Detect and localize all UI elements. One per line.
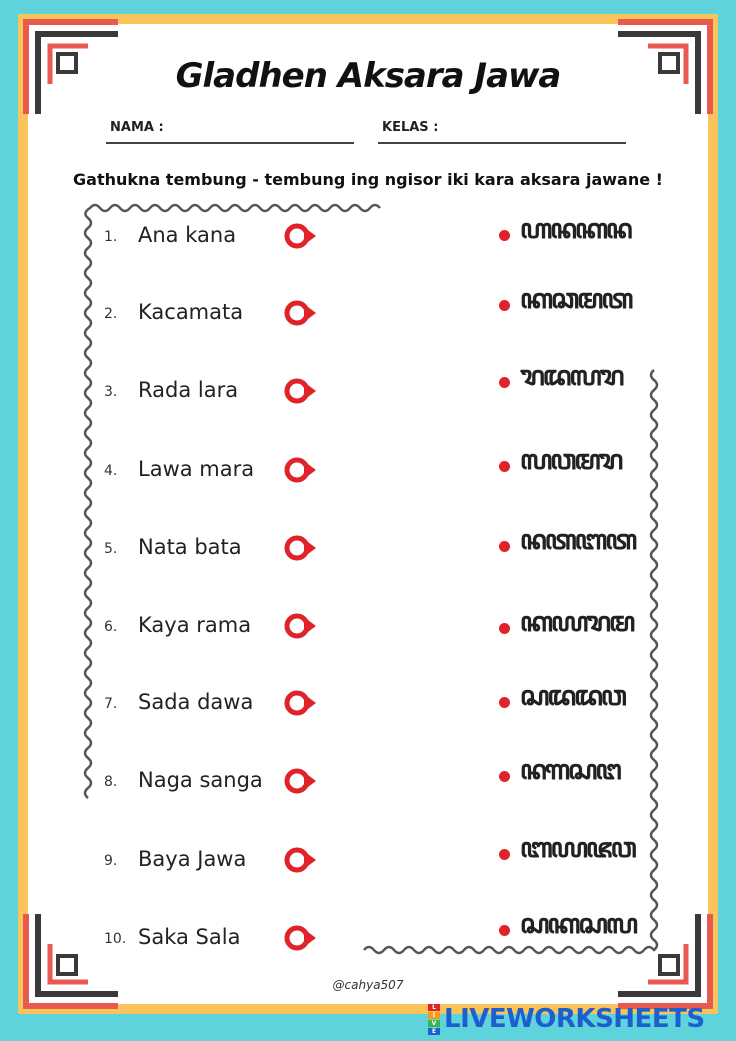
javanese-script: ꦫꦢꦭꦫ — [520, 361, 623, 392]
javanese-script: ꦤꦒꦱꦔ — [520, 755, 620, 786]
red-circle-arrow-icon[interactable] — [282, 763, 318, 799]
logo-letter: E — [428, 1028, 440, 1035]
worksheet-title: Gladhen Aksara Jawa — [175, 56, 561, 96]
item-number: 8. — [104, 774, 118, 790]
item-number: 1. — [104, 229, 118, 245]
red-dot-icon[interactable] — [499, 230, 510, 241]
red-dot-icon[interactable] — [499, 925, 510, 936]
class-field[interactable] — [378, 142, 626, 144]
javanese-script: ꦏꦕꦩꦠ — [520, 284, 632, 315]
red-dot-icon[interactable] — [499, 849, 510, 860]
javanese-script: ꦲꦤꦏꦤ — [520, 214, 631, 245]
red-circle-arrow-icon[interactable] — [282, 842, 318, 878]
item-number: 4. — [104, 463, 118, 479]
javanese-script: ꦤꦠꦧꦠ — [520, 525, 636, 556]
red-dot-icon[interactable] — [499, 541, 510, 552]
item-number: 9. — [104, 853, 118, 869]
red-circle-arrow-icon[interactable] — [282, 218, 318, 254]
liveworksheets-icon — [428, 1004, 440, 1035]
javanese-script: ꦱꦏꦱꦭ — [520, 909, 636, 940]
liveworksheets-logo[interactable] — [428, 1003, 726, 1035]
red-circle-arrow-icon[interactable] — [282, 295, 318, 331]
red-circle-arrow-icon[interactable] — [282, 373, 318, 409]
corner-ornament-bottom-left — [18, 904, 128, 1014]
item-word: Naga sanga — [138, 768, 263, 792]
red-circle-arrow-icon[interactable] — [282, 452, 318, 488]
item-number: 7. — [104, 696, 118, 712]
item-number: 5. — [104, 541, 118, 557]
item-word: Baya Jawa — [138, 847, 247, 871]
item-word: Saka Sala — [138, 925, 241, 949]
item-word: Sada dawa — [138, 690, 254, 714]
item-word: Ana kana — [138, 223, 237, 247]
javanese-script: ꦏꦪꦫꦩ — [520, 607, 634, 638]
red-circle-arrow-icon[interactable] — [282, 530, 318, 566]
javanese-script: ꦭꦮꦩꦫ — [520, 445, 622, 476]
item-word: Kaya rama — [138, 613, 252, 637]
red-dot-icon[interactable] — [499, 623, 510, 634]
item-word: Rada lara — [138, 378, 239, 402]
logo-letter: L — [428, 1004, 440, 1011]
credit-text: @cahya507 — [332, 978, 404, 992]
item-word: Nata bata — [138, 535, 242, 559]
logo-letter: V — [428, 1020, 440, 1027]
red-circle-arrow-icon[interactable] — [282, 608, 318, 644]
red-dot-icon[interactable] — [499, 697, 510, 708]
red-dot-icon[interactable] — [499, 300, 510, 311]
item-word: Lawa mara — [138, 457, 255, 481]
red-circle-arrow-icon[interactable] — [282, 920, 318, 956]
name-field[interactable] — [106, 142, 354, 144]
item-word: Kacamata — [138, 300, 244, 324]
item-number: 10. — [104, 931, 127, 947]
instruction-text: Gathukna tembung - tembung ing ngisor iki kara aksara jawane ! — [73, 170, 663, 189]
red-dot-icon[interactable] — [499, 377, 510, 388]
item-number: 3. — [104, 384, 118, 400]
logo-letter: I — [428, 1012, 440, 1019]
red-circle-arrow-icon[interactable] — [282, 685, 318, 721]
javanese-script: ꦧꦪꦗꦮ — [520, 833, 635, 864]
name-label: NAMA : — [110, 120, 164, 135]
red-dot-icon[interactable] — [499, 771, 510, 782]
class-label: KELAS : — [382, 120, 439, 135]
liveworksheets-wordmark: LIVEWORKSHEETS — [444, 1004, 705, 1034]
javanese-script: ꦱꦢꦢꦮ — [520, 681, 625, 712]
item-number: 6. — [104, 619, 118, 635]
red-dot-icon[interactable] — [499, 461, 510, 472]
item-number: 2. — [104, 306, 118, 322]
